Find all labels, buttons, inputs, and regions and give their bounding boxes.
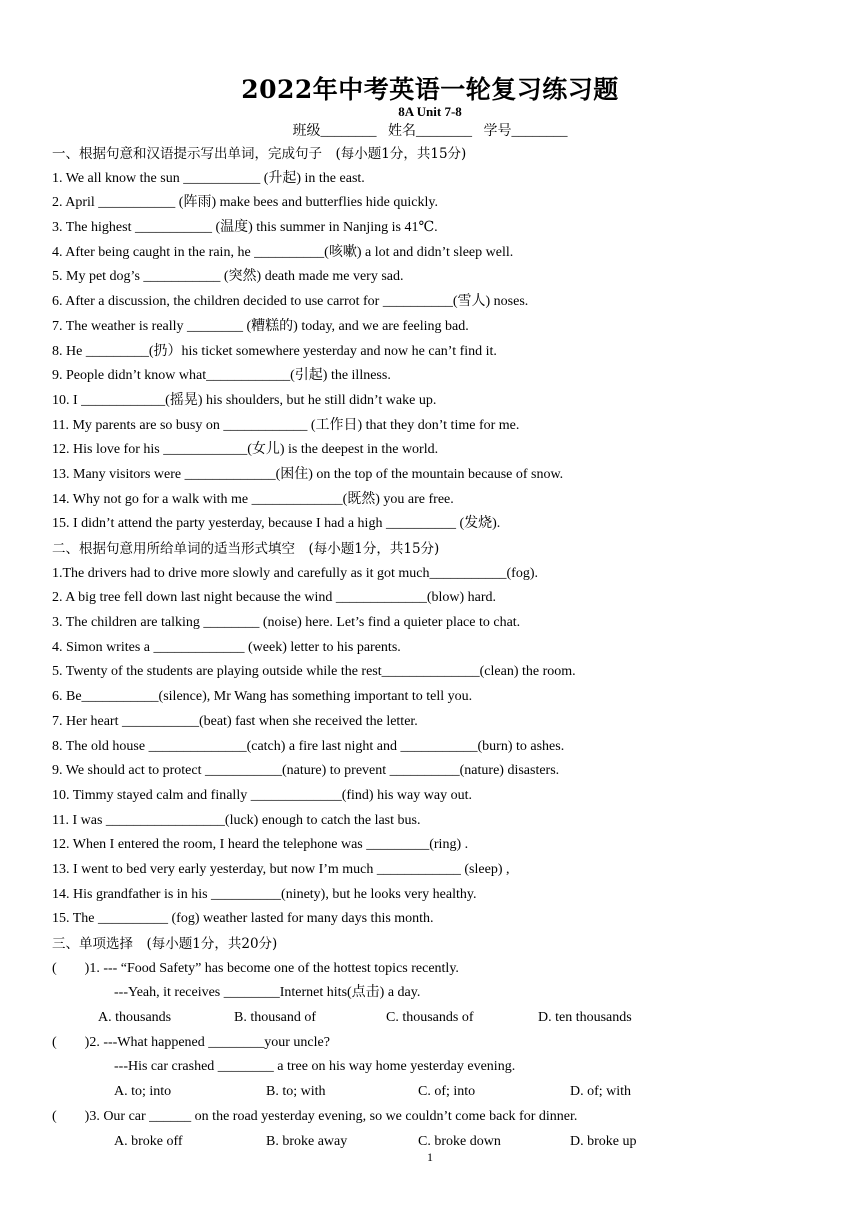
page-title: 2022年中考英语一轮复习练习题	[241, 75, 619, 104]
section1-item: 2. April ___________ (阵雨) make bees and butterflies hide quickly.	[52, 195, 438, 211]
option-a: A. to; into	[114, 1084, 172, 1100]
option-b: B. broke away	[266, 1133, 348, 1149]
section2-item: 7. Her heart ___________(beat) fast when she received the letter.	[52, 713, 418, 729]
section2-item: 12. When I entered the room, I heard the telephone was _________(ring) .	[52, 837, 469, 853]
option-d: D. ten thousands	[538, 1010, 632, 1026]
option-c: C. broke down	[418, 1133, 501, 1149]
question-1-reply: ---Yeah, it receives ________Internet hits(点击) a day.	[114, 985, 421, 1001]
section2-item: 14. His grandfather is in his __________(ninety), but he looks very healthy.	[52, 886, 477, 902]
section2-item: 15. The __________ (fog) weather lasted for many days this month.	[52, 911, 434, 927]
page-number: 1	[427, 1150, 433, 1164]
option-d: D. of; with	[570, 1084, 632, 1100]
section2-item: 5. Twenty of the students are playing outside while the rest______________(clean) the room.	[52, 664, 576, 680]
unit-subtitle: 8A Unit 7-8	[398, 104, 462, 119]
section1-item: 12. His love for his ____________(女儿) is the deepest in the world.	[52, 442, 439, 458]
section1-heading: 一、根据句意和汉语提示写出单词，完成句子 (每小题1分，共15分)	[52, 146, 467, 162]
section2-item: 8. The old house ______________(catch) a fire last night and ___________(burn) to ashes.	[52, 738, 565, 754]
section2-item: 13. I went to bed very early yesterday, but now I’m much ____________ (sleep) ,	[52, 861, 510, 877]
question-2-reply: ---His car crashed ________ a tree on his way home yesterday evening.	[114, 1059, 516, 1075]
section1-item: 9. People didn’t know what____________(引起) the illness.	[52, 368, 391, 384]
section3-heading: 三、单项选择 (每小题1分，共20分)	[52, 936, 278, 952]
section1-item: 11. My parents are so busy on ____________ (工作日) that they don’t time for me.	[52, 417, 520, 433]
question-2-stem: ( )2. ---What happened ________your uncle?	[52, 1034, 330, 1050]
section1-item: 13. Many visitors were _____________(困住) on the top of the mountain because of snow.	[52, 466, 564, 482]
section1-item: 6. After a discussion, the children decided to use carrot for __________(雪人) noses.	[52, 294, 529, 310]
section1-item: 14. Why not go for a walk with me _____________(既然) you are free.	[52, 491, 454, 507]
question-2-options	[52, 1080, 822, 1105]
section2-item: 3. The children are talking ________ (noise) here. Let’s find a quieter place to chat.	[52, 615, 521, 631]
section1-item: 7. The weather is really ________ (糟糕的) today, and we are feeling bad.	[52, 318, 469, 334]
section1-item: 8. He _________(扔）his ticket somewhere yesterday and now he can’t find it.	[52, 343, 497, 359]
question-1-options	[52, 1006, 822, 1031]
question-1-stem: ( )1. --- “Food Safety” has become one of the hottest topics recently.	[52, 960, 459, 976]
section2-heading: 二、根据句意用所给单词的适当形式填空 (每小题1分，共15分)	[52, 541, 440, 557]
section1-item: 5. My pet dog’s ___________ (突然) death made me very sad.	[52, 269, 404, 285]
worksheet-body	[52, 142, 822, 1154]
option-c: C. thousands of	[386, 1010, 474, 1026]
section1-item: 3. The highest ___________ (温度) this summer in Nanjing is 41℃.	[52, 220, 438, 236]
section1-item: 1. We all know the sun ___________ (升起) in the east.	[52, 170, 365, 186]
student-info	[0, 120, 860, 140]
question-3-stem: ( )3. Our car ______ on the road yesterday evening, so we couldn’t come back for dinner.	[52, 1108, 578, 1124]
option-b: B. thousand of	[234, 1010, 317, 1026]
section1-item: 15. I didn’t attend the party yesterday, because I had a high __________ (发烧).	[52, 516, 501, 532]
section2-item: 10. Timmy stayed calm and finally _____________(find) his way way out.	[52, 787, 472, 803]
section2-item: 2. A big tree fell down last night because the wind _____________(blow) hard.	[52, 590, 497, 606]
option-b: B. to; with	[266, 1084, 326, 1100]
name-field: 姓名________	[388, 124, 472, 139]
section2-item: 9. We should act to protect ___________(nature) to prevent __________(nature) disasters.	[52, 763, 560, 779]
option-a: A. thousands	[98, 1010, 172, 1026]
student-id-field: 学号________	[483, 124, 568, 139]
section2-item: 1.The drivers had to drive more slowly and carefully as it got much___________(fog).	[52, 565, 538, 581]
section2-item: 6. Be___________(silence), Mr Wang has something important to tell you.	[52, 689, 473, 705]
option-c: C. of; into	[418, 1084, 476, 1100]
class-field: 班级________	[292, 124, 377, 139]
section1-item: 10. I ____________(摇晃) his shoulders, but he still didn’t wake up.	[52, 392, 437, 408]
section1-item: 4. After being caught in the rain, he __________(咳嗽) a lot and didn’t sleep well.	[52, 244, 514, 260]
section2-item: 4. Simon writes a _____________ (week) letter to his parents.	[52, 639, 401, 655]
option-a: A. broke off	[114, 1133, 183, 1149]
option-d: D. broke up	[570, 1133, 637, 1149]
section2-item: 11. I was _________________(luck) enough to catch the last bus.	[52, 812, 421, 828]
